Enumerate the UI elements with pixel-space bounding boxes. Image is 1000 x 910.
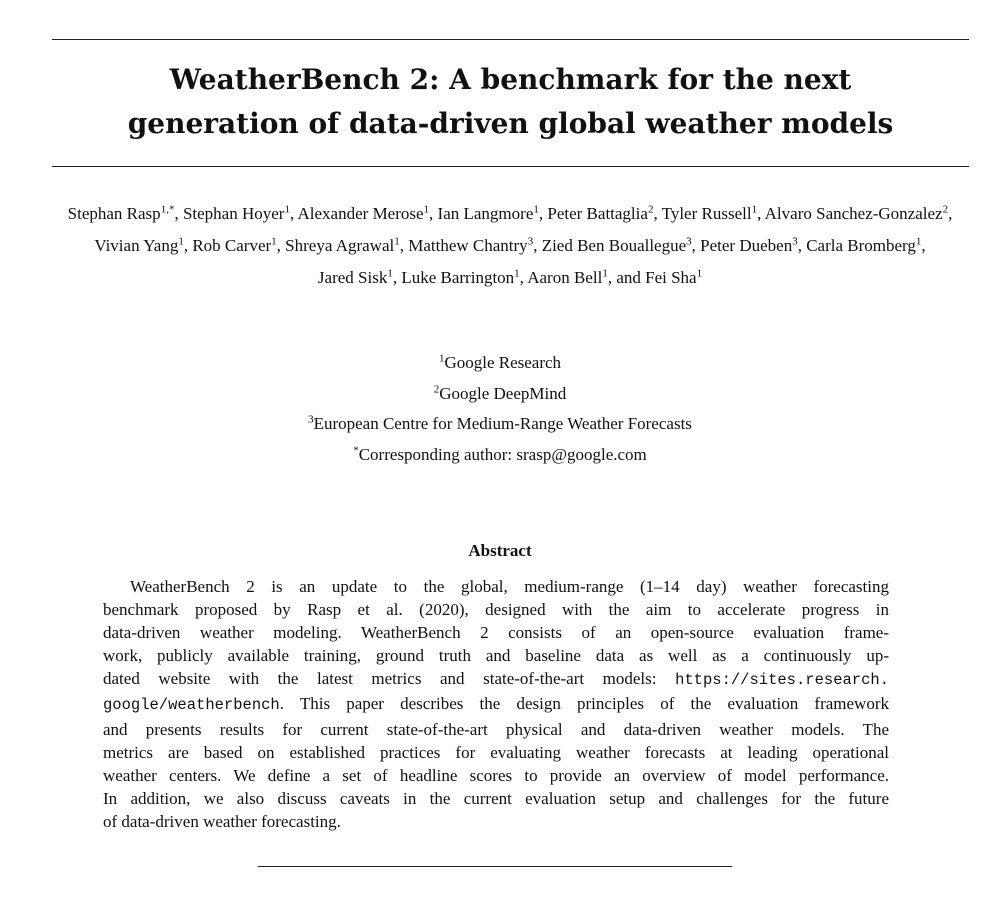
author: Jared Sisk$^1$ xyxy=(317,267,393,287)
author: Tyler Russell$^1$ xyxy=(661,203,758,223)
author: Peter Dueben$^3$ xyxy=(700,235,798,255)
author: Stephan Rasp$^{1,*}$ xyxy=(67,203,175,223)
top-rule xyxy=(52,39,969,40)
author: Carla Bromberg$^1$ xyxy=(806,235,922,255)
author: Vivian Yang$^1$ xyxy=(94,235,184,255)
author: Ian Langmore$^1$ xyxy=(437,203,539,223)
abstract-line: and presents results for current state-of-the-art physical and data-driven weather models. The xyxy=(103,719,889,739)
author: Zied Ben Bouallegue$^3$ xyxy=(541,235,692,255)
corresponding-author: *Corresponding author: srasp@google.com xyxy=(353,443,647,464)
author: Luke Barrington$^1$ xyxy=(401,267,520,287)
affiliation: $^2$Google DeepMind xyxy=(433,382,567,403)
abstract-body xyxy=(103,575,889,833)
author-list: Stephan Rasp$^{1,*}$, Stephan Hoyer$^1$, Alexander Merose$^1$, Ian Langmore$^1$, Peter Battaglia$^2$, Tyler Russell$^1$, Alvaro Sanchez-Gonzalez$^2$, Vivian Yang$^1$, Rob Carver$^1$, Shreya Agrawal$^1$, Matthew Chantry$^3$, Zied Ben Bouallegue$^3$, Peter Dueben$^3$, Carla Bromberg$^1$, Jared Sisk$^1$, Luke Barrington$^1$, Aaron Bell$^1$, and Fei Sha$^1$ xyxy=(67,203,953,287)
affiliation: $^3$European Centre for Medium-Range Weather Forecasts xyxy=(308,413,692,433)
author: Shreya Agrawal$^1$ xyxy=(285,235,400,255)
abstract-line: google/weatherbench. This paper describes the design principles of the evaluation framework xyxy=(103,694,889,715)
title-rule xyxy=(52,166,969,167)
abstract-line: benchmark proposed by Rasp et al. (2020), designed with the aim to accelerate progress in xyxy=(103,600,889,620)
abstract-line: metrics are based on established practices for evaluating weather forecasts at leading operational xyxy=(103,742,889,762)
abstract-line: data-driven weather modeling. WeatherBench 2 consists of an open-source evaluation frame- xyxy=(103,623,889,643)
author: Fei Sha$^1$ xyxy=(645,267,703,287)
paper-title xyxy=(52,58,969,146)
author: Alvaro Sanchez-Gonzalez$^2$ xyxy=(764,203,949,223)
author: Peter Battaglia$^2$ xyxy=(547,203,654,223)
abstract-line: of data-driven weather forecasting. xyxy=(103,811,341,831)
affiliation: $^1$Google Research xyxy=(438,352,562,372)
affiliation-list xyxy=(100,348,900,470)
website-link[interactable]: https://sites.research. xyxy=(675,671,889,690)
abstract-heading: Abstract xyxy=(468,541,532,560)
author: Matthew Chantry$^3$ xyxy=(408,235,534,255)
author: Stephan Hoyer$^1$ xyxy=(182,203,290,223)
author: Aaron Bell$^1$ xyxy=(527,267,608,287)
website-link[interactable]: google/weatherbench xyxy=(103,696,280,715)
abstract-line: weather centers. We define a set of headline scores to provide an overview of model performance. xyxy=(103,765,889,785)
abstract-line: dated website with the latest metrics and state-of-the-art models: https://sites.research. xyxy=(103,669,889,690)
abstract-line: In addition, we also discuss caveats in the current evaluation setup and challenges for the future xyxy=(103,788,889,808)
title-line: generation of data-driven global weather models xyxy=(127,107,894,140)
abstract-line: work, publicly available training, ground truth and baseline data as well as a continuously up- xyxy=(103,646,889,666)
author: Rob Carver$^1$ xyxy=(192,235,277,255)
abstract-line: WeatherBench 2 is an update to the global, medium-range (1–14 day) weather forecasting xyxy=(130,577,889,596)
author: Alexander Merose$^1$ xyxy=(297,203,430,223)
footnote-rule xyxy=(258,866,732,867)
title-line: WeatherBench 2: A benchmark for the next xyxy=(169,63,852,96)
